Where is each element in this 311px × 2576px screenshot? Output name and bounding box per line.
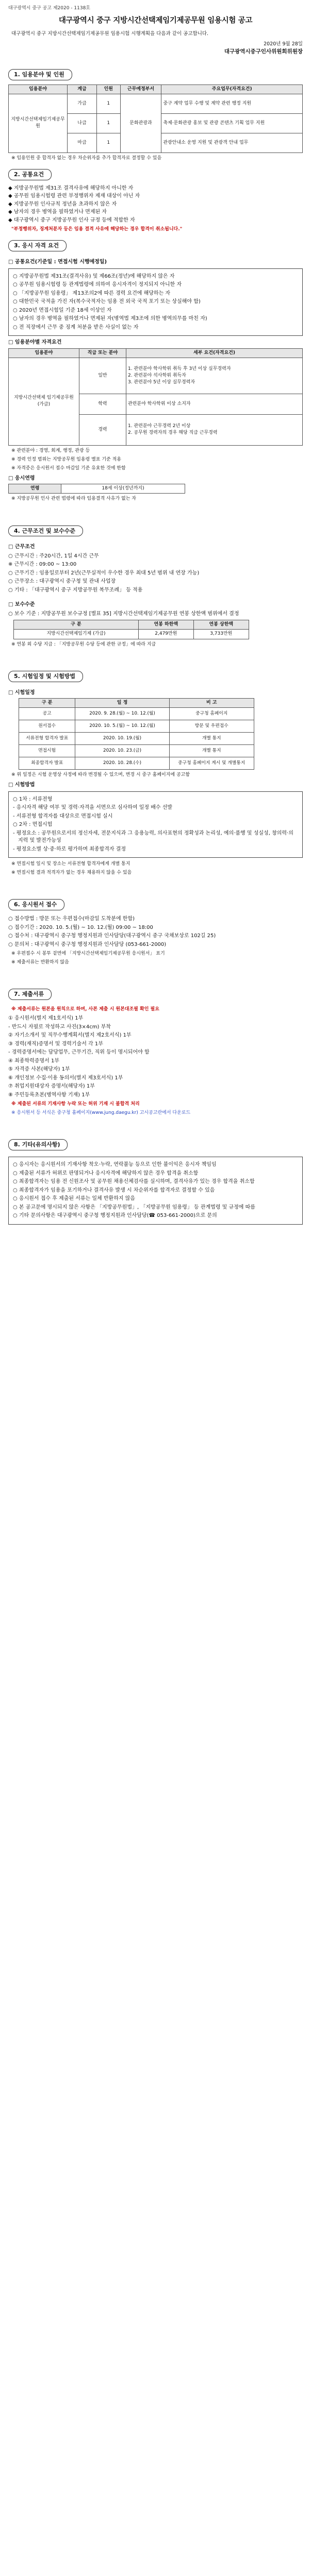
pay-note: ※ 연봉 외 수당 지급 : 「지방공무원 수당 등에 관한 규정」에 따라 지급 [11, 641, 156, 647]
list-item: - 경력증명서에는 담당업무, 근무기간, 직위 등이 명시되어야 함 [8, 1049, 150, 1056]
table-cell: 2020. 9. 28.(월) ~ 10. 12.(월) [75, 708, 169, 720]
list-item: ○ 지방공무원법 제31조(결격사유) 및 제66조(정년)에 해당하지 않은 자 [13, 273, 175, 279]
table-cell: 최종합격자 발표 [19, 757, 75, 770]
pay-table [13, 620, 249, 639]
table-cell: 서류전형 합격자 발표 [19, 733, 75, 745]
table-cell: 문화관광과 [120, 94, 161, 152]
schedule-title: □ 시험일정 [8, 689, 35, 696]
age-table [8, 484, 185, 494]
table-row [14, 630, 249, 639]
list-item: ⑦ 취업지원대상자 증명서(해당자) 1부 [8, 1083, 95, 1090]
table-header: 연봉 상한액 [193, 620, 249, 630]
application-note: ※ 우편접수 시 봉투 겉면에 「지방시간선택제임기제공무원 응시원서」 표기 [11, 951, 165, 957]
table-header: 비 고 [169, 699, 254, 708]
list-item: - 서류전형 합격자를 대상으로 면접시험 실시 [13, 813, 113, 819]
list-item: ◆ 남자의 경우 병역을 필하였거나 면제된 자 [8, 209, 107, 215]
general-req-box [8, 268, 303, 336]
documents-note: ※ 제출된 서류의 기재사항 누락 또는 허위 기재 시 불합격 처리 [11, 1101, 140, 1107]
table-header: 근무예정부서 [120, 84, 161, 94]
list-item: ○ 대한민국 국적을 가진 자(복수국적자는 임용 전 외국 국적 포기 또는 상실해야 함) [13, 299, 201, 305]
list-item: ○ 남자의 경우 병역을 필하였거나 면제된 자(병역법 제3조에 의한 병역의무를 마친 자) [13, 316, 207, 322]
section-title-5: 5. 시험일정 및 시험방법 [8, 671, 83, 682]
table-row [19, 708, 254, 720]
detail-note: ※ 자격증은 응시원서 접수 마감일 기준 유효한 것에 한함 [11, 465, 126, 471]
table-cell: 가급 [68, 94, 97, 113]
list-item: ○ 보수 기준 : 지방공무원 보수규정 [별표 35] 지방시간선택제임기제공무원 연봉 상한액 범위에서 결정 [8, 611, 239, 617]
method-note: ※ 면접시험 일시 및 장소는 서류전형 합격자에게 개별 통지 [11, 861, 130, 867]
list-item: - 응시자격 해당 여부 및 경력·자격을 서면으로 심사하여 일정 배수 선발 [13, 805, 173, 811]
table-header: 주요업무(자격요건) [161, 84, 303, 94]
detail-requirements-table [8, 348, 303, 446]
table-cell: 1. 관련분야 근무경력 2년 이상 2. 공무원 경력자의 경우 해당 직급 근무경력 [126, 414, 302, 445]
table-cell: 공고 [19, 708, 75, 720]
work-title: □ 근무조건 [8, 544, 35, 550]
issuing-org: 대구광역시중구인사위원회위원장 [224, 48, 303, 55]
list-item: ○ 기타 : 「대구광역시 중구 지방공무원 복무조례」 등 적용 [8, 587, 143, 593]
table-cell: 1. 관련분야 학사학위 취득 후 3년 이상 실무경력자 2. 관련분야 석사학위 취득자 3. 관련분야 5년 이상 실무경력자 [126, 358, 302, 394]
section-title-4: 4. 근무조건 및 보수수준 [8, 526, 83, 537]
list-item: ○ 근무시간 : 주20시간, 1일 4시간 근무 [8, 553, 99, 559]
list-item: ○ 공무원 임용시험령 등 관계법령에 의하여 응시자격이 정지되지 아니한 자 [13, 282, 182, 288]
list-item: ◆ 지방공무원 인사규칙 정년을 초과하지 않은 자 [8, 201, 117, 207]
page-title: 대구광역시 중구 지방시간선택제임기제공무원 임용시험 공고 [58, 16, 253, 25]
section-title-2: 2. 공통요건 [8, 169, 52, 180]
list-item: ⑤ 자격증 사본(해당자) 1부 [8, 1066, 70, 1073]
table-row [19, 733, 254, 745]
table-row [19, 745, 254, 757]
list-item: ○ 응시원서 접수 후 제출된 서류는 일체 반환하지 않음 [13, 1196, 136, 1202]
list-item: ○ 문의처 : 대구광역시 중구청 행정지원과 인사담당 (053-661-2000) [8, 941, 167, 947]
list-item: ⑥ 개인정보 수집·이용 동의서(별지 제3호서식) 1부 [8, 1075, 123, 1081]
method-title: □ 시험방법 [8, 782, 35, 788]
table-header: 연봉 하한액 [138, 620, 193, 630]
list-item: ○ 근무장소 : 대구광역시 중구청 및 관내 사업장 [8, 579, 116, 585]
table-cell: 방문 및 우편접수 [169, 720, 254, 733]
detail-req-title: □ 임용분야별 자격요건 [8, 340, 62, 346]
table-row [9, 484, 185, 494]
table-cell: 원서접수 [19, 720, 75, 733]
table-cell: 면접시험 [19, 745, 75, 757]
table-header: 인원 [97, 84, 121, 94]
detail-note: ※ 경력 인정 범위는 지방공무원 임용령 별표 기준 적용 [11, 456, 122, 462]
table-cell: 중구 계약 업무 수행 및 계약 관련 행정 지원 [161, 94, 303, 113]
list-item: ○ 접수기간 : 2020. 10. 5.(월) ~ 10. 12.(월) 09:00 ~ 18:00 [8, 924, 153, 930]
notes-box [8, 1157, 303, 1225]
table-header: 연령 [9, 484, 61, 494]
age-note: ※ 지방공무원 인사 관련 법령에 따라 임용결격 사유가 없는 자 [11, 496, 136, 502]
table-cell: 18세 이상(정년까지) [61, 484, 185, 494]
table-header: 구 분 [19, 699, 75, 708]
section-title-8: 8. 기타(유의사항) [8, 1139, 68, 1150]
detail-note: ※ 관련분야 : 경영, 회계, 행정, 관광 등 [11, 448, 90, 453]
list-item: ④ 최종학력증명서 1부 [8, 1058, 59, 1064]
table-cell: 2020. 10. 28.(수) [75, 757, 169, 770]
table-cell: 나급 [68, 113, 97, 133]
common-requirements-list [8, 185, 303, 225]
positions-table [8, 84, 303, 153]
table-header: 일 정 [75, 699, 169, 708]
list-item: ③ 경력(재직)증명서 및 경력기술서 각 1부 [8, 1041, 103, 1047]
notice-number: 대구광역시 중구 공고 제2020 - 1138호 [8, 6, 90, 11]
table-cell: 3,733만원 [193, 630, 249, 639]
table-cell: 중구청 홈페이지 게시 및 개별통지 [169, 757, 254, 770]
schedule-table [19, 698, 254, 770]
table-row [19, 757, 254, 770]
list-item: - 평정요소 : 공무원으로서의 정신자세, 전문지식과 그 응용능력, 의사표현의 정확성과 논리성, 예의·품행 및 성실성, 창의력·의지력 및 발전가능성 [13, 830, 293, 844]
notice-page [8, 0, 303, 1225]
table-cell: 관련분야 학사학위 이상 소지자 [126, 394, 302, 414]
table-cell: 1 [97, 94, 121, 113]
list-item: ○ 기타 문의사항은 대구광역시 중구청 행정지원과 인사담당(☎ 053-661-2000)으로 문의 [13, 1213, 217, 1219]
list-item: ○ 2020년 면접시험일 기준 18세 이상인 자 [13, 307, 112, 313]
table-cell: 지방시간선택제임기제 (가급) [14, 630, 139, 639]
section-title-1: 1. 임용분야 및 인원 [8, 69, 72, 80]
list-item: ○ 1차 : 서류전형 [13, 796, 53, 802]
disqualification-note: "부정행위자, 징계처분자 등은 임용 결격 사유에 해당하는 경우 합격이 취소됩니다." [11, 227, 183, 232]
list-item: ⑧ 주민등록초본(병역사항 기재) 1부 [8, 1092, 90, 1098]
list-item: ○ 2차 : 면접시험 [13, 822, 53, 828]
table-cell: 개별 통지 [169, 733, 254, 745]
list-item: ◆ 지방공무원법 제31조 결격사유에 해당하지 아니한 자 [8, 185, 134, 191]
table-row [9, 358, 303, 394]
table-cell: 지방시간선택제임기제공무원 [9, 94, 68, 152]
table-header: 임용분야 [9, 348, 79, 358]
table-cell: 중구청 홈페이지 [169, 708, 254, 720]
table-header: 계급 [68, 84, 97, 94]
table-header: 임용분야 [9, 84, 68, 94]
list-item: ○ 제출된 서류가 허위로 판명되거나 응시자격에 해당하지 않은 경우 합격을 취소함 [13, 1170, 199, 1176]
documents-intro: ※ 제출서류는 원본을 원칙으로 하며, 사본 제출 시 원본대조필 확인 필요 [11, 1007, 159, 1012]
documents-note: ※ 응시원서 등 서식은 중구청 홈페이지(www.jung.daegu.kr) 고시공고란에서 다운로드 [11, 1110, 191, 1116]
list-item: ◆ 공무원 임용시험령 관련 부정행위자 제재 대상이 아닌 자 [8, 193, 140, 199]
intro-text: 대구광역시 중구 지방시간선택제임기제공무원 임용시험 시행계획을 다음과 같이 공고합니다. [11, 31, 209, 37]
table-header: 구 분 [14, 620, 139, 630]
table-cell: 2020. 10. 19.(월) [75, 733, 169, 745]
table-cell: 일반 [79, 358, 126, 394]
list-item: ○ 최종합격자가 임용을 포기하거나 결격사유 발생 시 차순위자를 합격자로 결정할 수 있음 [13, 1187, 215, 1193]
table-cell: 경력 [79, 414, 126, 445]
list-item: ○ 응시자는 응시원서의 기재사항 착오·누락, 연락불능 등으로 인한 불이익은 응시자 책임임 [13, 1162, 217, 1168]
section-title-7: 7. 제출서류 [8, 989, 52, 1000]
table-cell: 2,479만원 [138, 630, 193, 639]
table-cell: 관광안내소 운영 지원 및 관광객 안내 업무 [161, 133, 303, 152]
list-item: ※ 근무시간 : 09:00 ~ 13:00 [8, 562, 77, 568]
list-item: ○ 「지방공무원 임용령」 제13조의2에 따른 경력 요건에 해당하는 자 [13, 290, 171, 296]
table-cell: 1 [97, 133, 121, 152]
table-row [9, 94, 303, 113]
table-header: 직급 또는 분야 [79, 348, 126, 358]
method-note: ※ 면접시험 결과 적격자가 없는 경우 채용하지 않을 수 있음 [11, 870, 132, 876]
table-row [19, 720, 254, 733]
list-item: - 평정요소별 상·중·하로 평가하며 최종합격자 결정 [13, 846, 126, 852]
list-item: ① 응시원서(별지 제1호서식) 1부 [8, 1015, 84, 1022]
table-cell: 1 [97, 113, 121, 133]
list-item: ○ 전 직장에서 근무 중 징계 처분을 받은 사실이 없는 자 [13, 324, 139, 330]
list-item: ◆ 대구광역시 중구 지방공무원 인사 규정 등에 적합한 자 [8, 217, 135, 223]
section-title-3: 3. 응시 자격 요건 [8, 240, 67, 251]
list-item: ○ 접수방법 : 방문 또는 우편접수(마감일 도착분에 한함) [8, 916, 135, 922]
table-cell: 지방시간선택제 임기제공무원 (가급) [9, 358, 79, 445]
list-item: ② 자기소개서 및 직무수행계획서(별지 제2호서식) 1부 [8, 1032, 132, 1039]
table-cell: 개별 통지 [169, 745, 254, 757]
section-title-6: 6. 응시원서 접수 [8, 899, 64, 910]
table-cell: 2020. 10. 23.(금) [75, 745, 169, 757]
table-cell: 학력 [79, 394, 126, 414]
list-item: ○ 접수처 : 대구광역시 중구청 행정지원과 인사담당(대구광역시 중구 국채보상로 102길 25) [8, 933, 216, 939]
list-item: - 반드시 자필로 작성하고 사진(3×4cm) 부착 [8, 1024, 111, 1030]
list-item: ○ 최종합격자는 임용 전 신원조사 및 공무원 채용신체검사를 실시하며, 결격사유가 있는 경우 합격을 취소함 [13, 1179, 255, 1185]
table-cell: 2020. 10. 5.(월) ~ 10. 12.(월) [75, 720, 169, 733]
table-cell: 축제·문화관광 홍보 및 관광 콘텐츠 기획 업무 지원 [161, 113, 303, 133]
list-item: ○ 근무기간 : 임용일로부터 2년(근무실적이 우수한 경우 최대 5년 범위 내 연장 가능) [8, 570, 200, 576]
application-note: ※ 제출서류는 반환하지 않음 [11, 960, 69, 965]
positions-note: ※ 임용인원 중 합격자 없는 경우 차순위자를 추가 합격자로 결정할 수 있음 [11, 155, 162, 161]
general-req-title: □ 공통요건(기준일 : 면접시험 시행예정일) [8, 259, 107, 265]
pay-title: □ 보수수준 [8, 602, 35, 608]
method-box [8, 791, 303, 858]
table-header: 세부 요건(자격요건) [126, 348, 302, 358]
notice-date: 2020년 9월 28일 [264, 41, 303, 47]
list-item: ○ 본 공고문에 명시되지 않은 사항은 「지방공무원법」, 「지방공무원 임용령」 등 관계법령 및 규정에 따름 [13, 1204, 255, 1210]
age-title: □ 응시연령 [8, 475, 35, 481]
schedule-note: ※ 위 일정은 시험 운영상 사정에 따라 변경될 수 있으며, 변경 시 중구 홈페이지에 공고함 [11, 772, 190, 778]
table-cell: 마급 [68, 133, 97, 152]
